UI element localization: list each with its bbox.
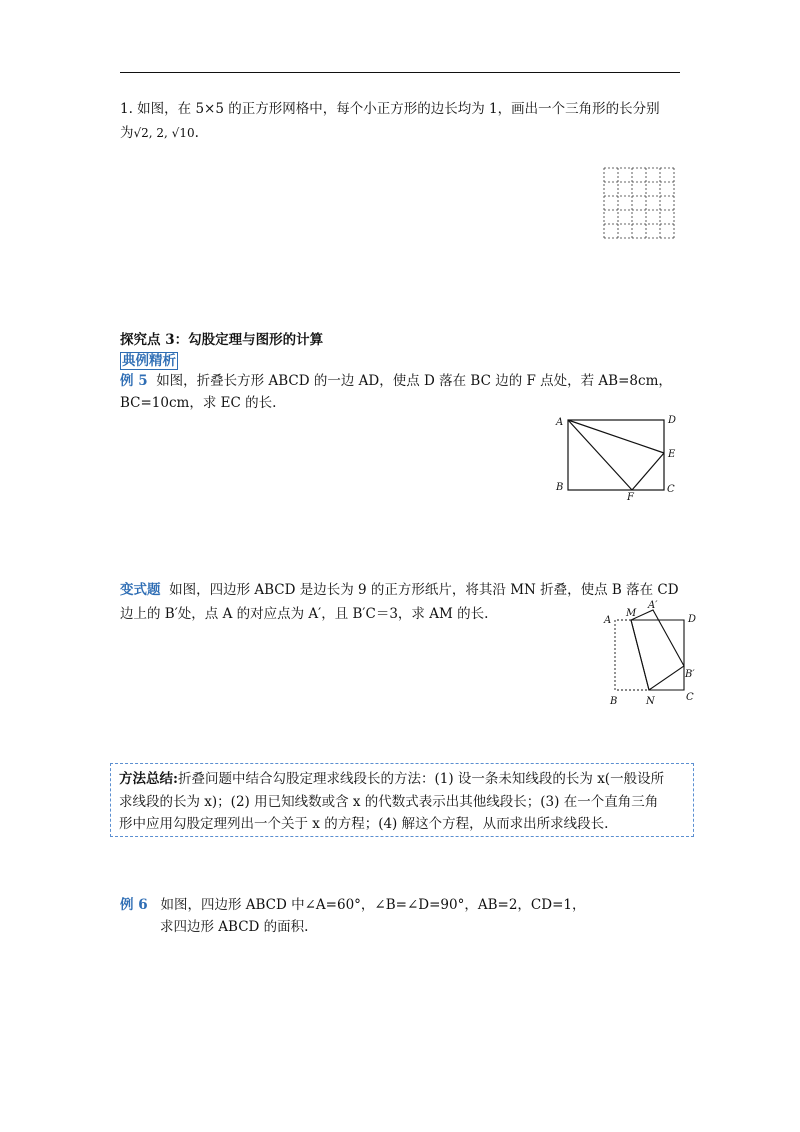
method-line1 <box>119 770 664 788</box>
label-a: A <box>604 615 612 626</box>
example5-line1 <box>120 372 672 390</box>
label-b-prime: B′ <box>685 669 695 680</box>
label-d: D <box>688 614 697 625</box>
q1-line2-prefix: 为 <box>120 125 134 141</box>
segment-fe <box>632 453 664 490</box>
top-rule <box>120 72 680 73</box>
label-a: A <box>556 417 564 428</box>
variant-label: 变式题 <box>120 582 161 598</box>
label-b: B <box>610 696 618 707</box>
variant-figure <box>600 598 706 708</box>
label-f: F <box>627 492 634 500</box>
label-n: N <box>646 696 655 707</box>
q1-line2 <box>120 124 199 142</box>
method-summary-box <box>110 763 694 837</box>
example5-text1: 如图，折叠长方形 ABCD 的一边 AD，使点 D 落在 BC 边的 F 点处，若 AB=8cm， <box>156 373 672 389</box>
label-b: B <box>556 482 564 493</box>
label-m: M <box>626 608 637 619</box>
rectangle-abcd <box>568 420 664 490</box>
label-d: D <box>668 415 677 426</box>
example6-line2: 求四边形 ABCD 的面积. <box>160 919 309 935</box>
q1-line1: 1. 如图，在 5×5 的正方形网格中，每个小正方形的边长均为 1，画出一个三角形的长分别 <box>120 101 660 117</box>
variant-line2: 边上的 B′处，点 A 的对应点为 A′，且 B′C＝3，求 AM 的长. <box>120 606 489 622</box>
example6-text1: 如图，四边形 ABCD 中∠A=60°，∠B=∠D=90°，AB=2，CD=1， <box>160 897 586 913</box>
q1-line2-suffix: . <box>194 125 199 141</box>
example-tag: 典例精析 <box>122 353 176 369</box>
label-a-prime: A′ <box>648 600 658 611</box>
example6-label: 例 6 <box>120 897 148 913</box>
section3-title: 探究点 3：勾股定理与图形的计算 <box>120 332 324 348</box>
variant-line1 <box>120 581 679 599</box>
method-label: 方法总结: <box>119 771 178 787</box>
method-line2: 求线段的长为 x)；(2) 用已知线数或含 x 的代数式表示出其他线段长；(3) 在一个直角三角 <box>119 794 659 810</box>
fold-line-mn <box>631 620 649 690</box>
grid-5x5-figure <box>602 166 678 240</box>
example5-line2: BC=10cm，求 EC 的长. <box>120 395 277 411</box>
variant-text1: 如图，四边形 ABCD 是边长为 9 的正方形纸片，将其沿 MN 折叠，使点 B 落在 CD <box>169 582 679 598</box>
example6-line1 <box>120 896 585 914</box>
original-edges-dashed <box>615 620 649 690</box>
example5-label: 例 5 <box>120 373 148 389</box>
label-c: C <box>686 692 694 703</box>
q1-line2-math: √2, 2, √10 <box>133 126 195 140</box>
label-e: E <box>668 449 676 460</box>
method-line3: 形中应用勾股定理列出一个关于 x 的方程；(4) 解这个方程，从而求出所求线段长. <box>119 816 609 832</box>
square-edges <box>631 620 684 690</box>
method-text1: 折叠问题中结合勾股定理求线段长的方法：(1) 设一条未知线段的长为 x(一般设所 <box>177 771 665 787</box>
example5-figure <box>548 408 688 500</box>
label-c: C <box>667 484 675 495</box>
